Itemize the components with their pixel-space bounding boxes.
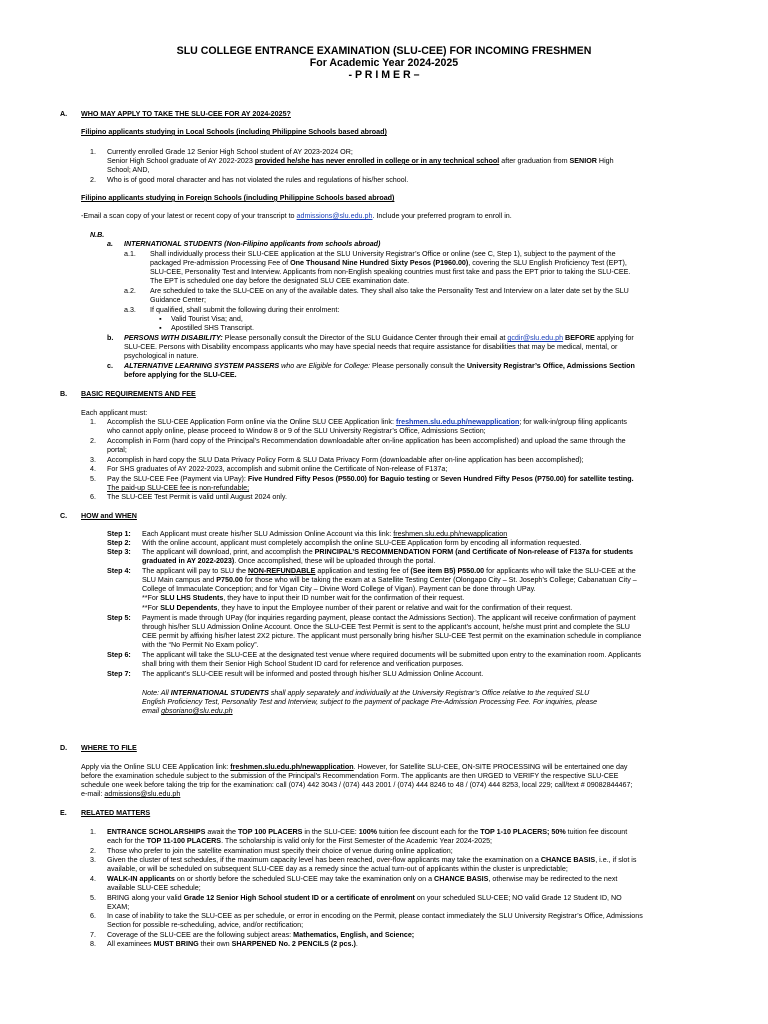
nb-c-letter: c. — [107, 362, 113, 370]
step4-line3: College of Immaculate Conception; and for Vigan City – Divine Word College of Vigan). Payment can be done through UPay. — [142, 585, 536, 593]
b-item4: For SHS graduates of AY 2022-2023, accomplish and submit online the Certificate of Non-release of F137a; — [107, 465, 448, 473]
section-a-heading: WHO MAY APPLY TO TAKE THE SLU-CEE FOR AY 2024-2025? — [81, 110, 291, 118]
e-item1-num: 1. — [90, 828, 96, 836]
section-b-heading: BASIC REQUIREMENTS AND FEE — [81, 390, 196, 398]
a1-line1: Shall individually process their SLU-CEE application at the SLU University Registrar’s Office or online (see C, Step 1), subject to the payment of the — [150, 250, 616, 258]
b-intro: Each applicant must: — [81, 409, 148, 417]
application-link[interactable]: freshmen.slu.edu.ph/newapplication — [395, 418, 520, 426]
b-item5-num: 5. — [90, 475, 96, 483]
pwd-line3: psychological in nature. — [124, 352, 199, 360]
nb-a-letter: a. — [107, 240, 113, 248]
admissions-email-link[interactable]: admissions@slu.edu.ph — [296, 212, 373, 220]
step1-label: Step 1: — [107, 530, 131, 538]
e-item5-num: 5. — [90, 894, 96, 902]
step3-line2: graduated in AY 2022-2023). Once accomplished, these will be uploaded through the portal. — [142, 557, 436, 565]
b-item5-line2: The paid-up SLU-CEE fee is non-refundable; — [107, 484, 250, 492]
e-item6-line1: In case of inability to take the SLU-CEE as per schedule, or error in encoding on the Permit, please contact immediately the SLU University Registrar’s Office, Admissions — [107, 912, 643, 920]
d-admissions-email-link[interactable]: admissions@slu.edu.ph — [104, 790, 181, 798]
b-item2-line2: portal; — [107, 446, 127, 454]
pwd-line1: PERSONS WITH DISABILITY: Please personally consult the Director of the SLU Guidance Center through their email at gcdir@slu.edu.ph BEFORE applying for — [124, 334, 634, 342]
step6-line1: The applicant will take the SLU-CEE at the designated test venue where required documents will be submitted upon entry to the examination room. Applicants — [142, 651, 641, 659]
step4-line1: The applicant will pay to SLU the NON-REFUNDABLE application and testing fee of (See item B5) P550.00 for applicants who will take the SLU-CEE at the — [142, 567, 636, 575]
e-item3-line1: Given the cluster of test schedules, if the maximum capacity level has been reached, over-flow applicants may take the examination on a CHANCE BASIS, i.e., if slot is — [107, 856, 637, 864]
local-schools-heading: Filipino applicants studying in Local Schools (including Philippine Schools based abroad) — [81, 128, 387, 136]
a-item1-line3: School; AND, — [107, 166, 150, 174]
e-item2-num: 2. — [90, 847, 96, 855]
gcdir-email-link[interactable]: gcdir@slu.edu.ph — [507, 334, 564, 342]
e-item7: Coverage of the SLU-CEE are the following subject areas: Mathematics, English, and Science; — [107, 931, 415, 939]
step4-line2: SLU Main campus and P750.00 for those who will be taking the exam at a Satellite Testing Center (Olongapo City – St. Joseph’s College; Cabanatuan City – — [142, 576, 637, 584]
section-e-letter: E. — [60, 809, 67, 817]
step6-label: Step 6: — [107, 651, 131, 659]
d-line2: before the examination schedule subject to the submission of the Principal’s Recommendation Form. The applicants are then URGED to VERIFY the respective SLU-CEE — [81, 772, 619, 780]
nb-label: N.B. — [90, 231, 105, 239]
e-item4-num: 4. — [90, 875, 96, 883]
bullet-icon: ▪ — [159, 315, 162, 323]
step5-line3: CEE permit by affixing his/her latest 2X2 picture. The applicant must personally bring his/her SLU-CEE Test permit on the examination schedule in compliance — [142, 632, 642, 640]
a1-line2: packaged Pre-admission Processing Fee of One Thousand Nine Hundred Sixty Pesos (P1960.00), covering the SLU English Proficiency Test (EPT), — [150, 259, 627, 267]
d-line4: e-mail: admissions@slu.edu.ph — [81, 790, 181, 798]
b-item4-num: 4. — [90, 465, 96, 473]
e-item8: All examinees MUST BRING their own SHARPENED No. 2 PENCILS (2 pcs.). — [107, 940, 358, 948]
e-item6-num: 6. — [90, 912, 96, 920]
a1-num: a.1. — [124, 250, 136, 258]
a-item2-num: 2. — [90, 176, 96, 184]
als-line2: before applying for the SLU-CEE. — [124, 371, 237, 379]
b-item6: The SLU-CEE Test Permit is valid until August 2024 only. — [107, 493, 287, 501]
a2-num: a.2. — [124, 287, 136, 295]
document-subtitle: For Academic Year 2024-2025 — [309, 57, 459, 69]
b-item6-num: 6. — [90, 493, 96, 501]
b-item1-line2: who cannot apply online, please proceed to Window 8 or 9 of the SLU University Registrar’s Office, Admissions Section; — [107, 427, 486, 435]
international-students-heading: INTERNATIONAL STUDENTS (Non-Filipino applicants from schools abroad) — [124, 240, 381, 248]
section-c-letter: C. — [60, 512, 68, 520]
step5-line4: with the “No Permit No Exam policy”. — [142, 641, 259, 649]
step1-link[interactable]: freshmen.slu.edu.ph/newapplication — [393, 530, 508, 538]
a1-line4: The EPT is scheduled one day before the designated SLU CEE examination date. — [150, 277, 410, 285]
step2-label: Step 2: — [107, 539, 131, 547]
a-item1-line1: Currently enrolled Grade 12 Senior High School student of AY 2023-2024 OR; — [107, 148, 353, 156]
e-item2: Those who prefer to join the satellite examination must specify their choice of venue during online application; — [107, 847, 453, 855]
e-item7-num: 7. — [90, 931, 96, 939]
document-primer-label: - P R I M E R – — [348, 69, 420, 81]
b-item2-line1: Accomplish in Form (hard copy of the Principal’s Recommendation downloadable after on-line application has been accomplished) and upload the same through the — [107, 437, 626, 445]
a3-line: If qualified, shall submit the following during their enrolment: — [150, 306, 340, 314]
step5-line2: through his/her SLU Admission Online Account. Once the SLU-CEE Test Permit is sent to the applicant’s account, he/she must print and complete the SLU — [142, 623, 630, 631]
step7-text: The applicant’s SLU-CEE result will be informed and posted through his/her SLU Admission Online Account. — [142, 670, 484, 678]
foreign-schools-heading: Filipino applicants studying in Foreign Schools (including Philippine Schools based abroad) — [81, 194, 395, 202]
step3-label: Step 3: — [107, 548, 131, 556]
step3-line1: The applicant will download, print, and accomplish the PRINCIPAL’S RECOMMENDATION FORM (and Certificate of Non-release of F137a for students — [142, 548, 633, 556]
a-item1-num: 1. — [90, 148, 96, 156]
b-item1-num: 1. — [90, 418, 96, 426]
step2-text: With the online account, applicant must completely accomplish the online SLU-CEE Application form by encoding all information requested. — [142, 539, 582, 547]
section-b-letter: B. — [60, 390, 68, 398]
email-transcript-line: -Email a scan copy of your latest or recent copy of your transcript to admissions@slu.edu.ph. Include your preferred program to enroll in. — [81, 212, 512, 220]
d-line3: schedule one week before taking the trip for the examination: call (074) 442 3043 / (074) 443 2001 / (074) 444 8246 to 48 / (074) 444 8253, local 229; call/text # 09082844467; — [81, 781, 633, 789]
a-item1-line2: Senior High School graduate of AY 2022-2023 provided he/she has never enrolled in college or in any technical school after graduation from SENIOR High — [107, 157, 614, 165]
e-item5-line2: EXAM; — [107, 903, 130, 911]
step5-label: Step 5: — [107, 614, 131, 622]
step7-label: Step 7: — [107, 670, 131, 678]
e-item1-line2: each for the TOP 11-100 PLACERS. The scholarship is valid only for the First Semester of the Academic Year 2024-2025; — [107, 837, 493, 845]
e-item5-line1: BRING along your valid Grade 12 Senior High School student ID or a certificate of enrolment on your scheduled SLU-CEE; NO valid Grade 12 Student ID, NO — [107, 894, 622, 902]
a3-bullet2: Apostilled SHS Transcript. — [171, 324, 254, 332]
section-d-heading: WHERE TO FILE — [81, 744, 137, 752]
b-item2-num: 2. — [90, 437, 96, 445]
step6-line2: shall bring with them their Senior High School Student ID card for reference and verification purposes. — [142, 660, 464, 668]
gbsoriano-email-link[interactable]: gbsoriano@slu.edu.ph — [161, 707, 233, 715]
a3-num: a.3. — [124, 306, 136, 314]
a1-line3: SLU-CEE, Personality Test and Interview. Applicants from non-English speaking countries must first take and pass the EPT prior to taking the SLU-CEE. — [150, 268, 631, 276]
step4-line4: **For SLU LHS Students, they have to input their ID number wait for the confirmation of their request. — [142, 594, 465, 602]
step4-line5: **For SLU Dependents, they have to input the Employee number of their parent or relative and wait for the confirmation of their request. — [142, 604, 573, 612]
b-item3-num: 3. — [90, 456, 96, 464]
e-item3-line2: available, or will be scheduled on subsequent SLU-CEE day as a remedy since the actual turn-out of applicants within the cluster is unpredictable; — [107, 865, 568, 873]
b-item5-line1: Pay the SLU-CEE Fee (Payment via UPay): Five Hundred Fifty Pesos (P550.00) for Baguio testing or Seven Hundred Fifty Pesos (P750.00) for satellite testing. — [107, 475, 634, 483]
step1-text: Each Applicant must create his/her SLU Admission Online Account via this link: freshmen.slu.edu.ph/newapplication — [142, 530, 508, 538]
note-line2: English Proficiency Test, Personality Test and Interview, subject to the payment of package Pre-Admission Processing Fee. For inquiries, please — [142, 698, 598, 706]
section-d-letter: D. — [60, 744, 68, 752]
note-line3: email gbsoriano@slu.edu.ph — [142, 707, 233, 715]
document-title: SLU COLLEGE ENTRANCE EXAMINATION (SLU-CEE) FOR INCOMING FRESHMEN — [176, 45, 592, 57]
als-line1: ALTERNATIVE LEARNING SYSTEM PASSERS who are Eligible for College: Please personally consult the University Registrar’s Office, Admissions Section — [124, 362, 635, 370]
e-item3-num: 3. — [90, 856, 96, 864]
a2-line2: Guidance Center; — [150, 296, 206, 304]
step4-label: Step 4: — [107, 567, 131, 575]
note-line1: Note: All INTERNATIONAL STUDENTS shall apply separately and individually at the University Registrar’s Office relative to the required SLU — [142, 689, 590, 697]
bullet-icon: ▪ — [159, 324, 162, 332]
pwd-line2: SLU-CEE. Persons with Disability encompass applicants who may have special needs that require assistance for disabilities that may be medical, mental, or — [124, 343, 618, 351]
section-a-letter: A. — [60, 110, 68, 118]
b-item1-line1: Accomplish the SLU-CEE Application Form online via the Online SLU CEE Application link: freshmen.slu.edu.ph/newapplication; for walk-in/group filing applicants — [107, 418, 627, 426]
b-item3: Accomplish in hard copy the SLU Data Privacy Policy Form & SLU Data Privacy Form (downloadable after on-line application has been accomplished); — [107, 456, 584, 464]
a3-bullet1: Valid Tourist Visa; and, — [171, 315, 243, 323]
a-item2: Who is of good moral character and has not violated the rules and regulations of his/her school. — [107, 176, 409, 184]
e-item6-line2: Section for possible re-scheduling, advice, and/or rectification; — [107, 921, 304, 929]
section-c-heading: HOW and WHEN — [81, 512, 137, 520]
step5-line1: Payment is made through UPay (for inquiries regarding payment, please contact the Admissions Section). The applicant will receive confirmation of payment — [142, 614, 636, 622]
a2-line1: Are scheduled to take the SLU-CEE on any of the available dates. They shall also take the Personality Test and Interview on a later date set by the SLU — [150, 287, 629, 295]
nb-b-letter: b. — [107, 334, 114, 342]
e-item8-num: 8. — [90, 940, 96, 948]
where-to-file-link[interactable]: freshmen.slu.edu.ph/newapplication — [230, 763, 354, 771]
section-e-heading: RELATED MATTERS — [81, 809, 151, 817]
e-item1-line1: ENTRANCE SCHOLARSHIPS await the TOP 100 PLACERS in the SLU-CEE: 100% tuition fee discount each for the TOP 1-10 PLACERS; 50% tuition fee discount — [107, 828, 628, 836]
e-item4-line1: WALK-IN applicants on or shortly before the scheduled SLU-CEE may take the examination only on a CHANCE BASIS, otherwise may be redirected to the next — [107, 875, 618, 883]
d-line1: Apply via the Online SLU CEE Application link: freshmen.slu.edu.ph/newapplication. However, for Satellite SLU-CEE, ON-SITE PROCESSING will be entertained one day — [81, 763, 628, 771]
e-item4-line2: available SLU-CEE schedule; — [107, 884, 201, 892]
